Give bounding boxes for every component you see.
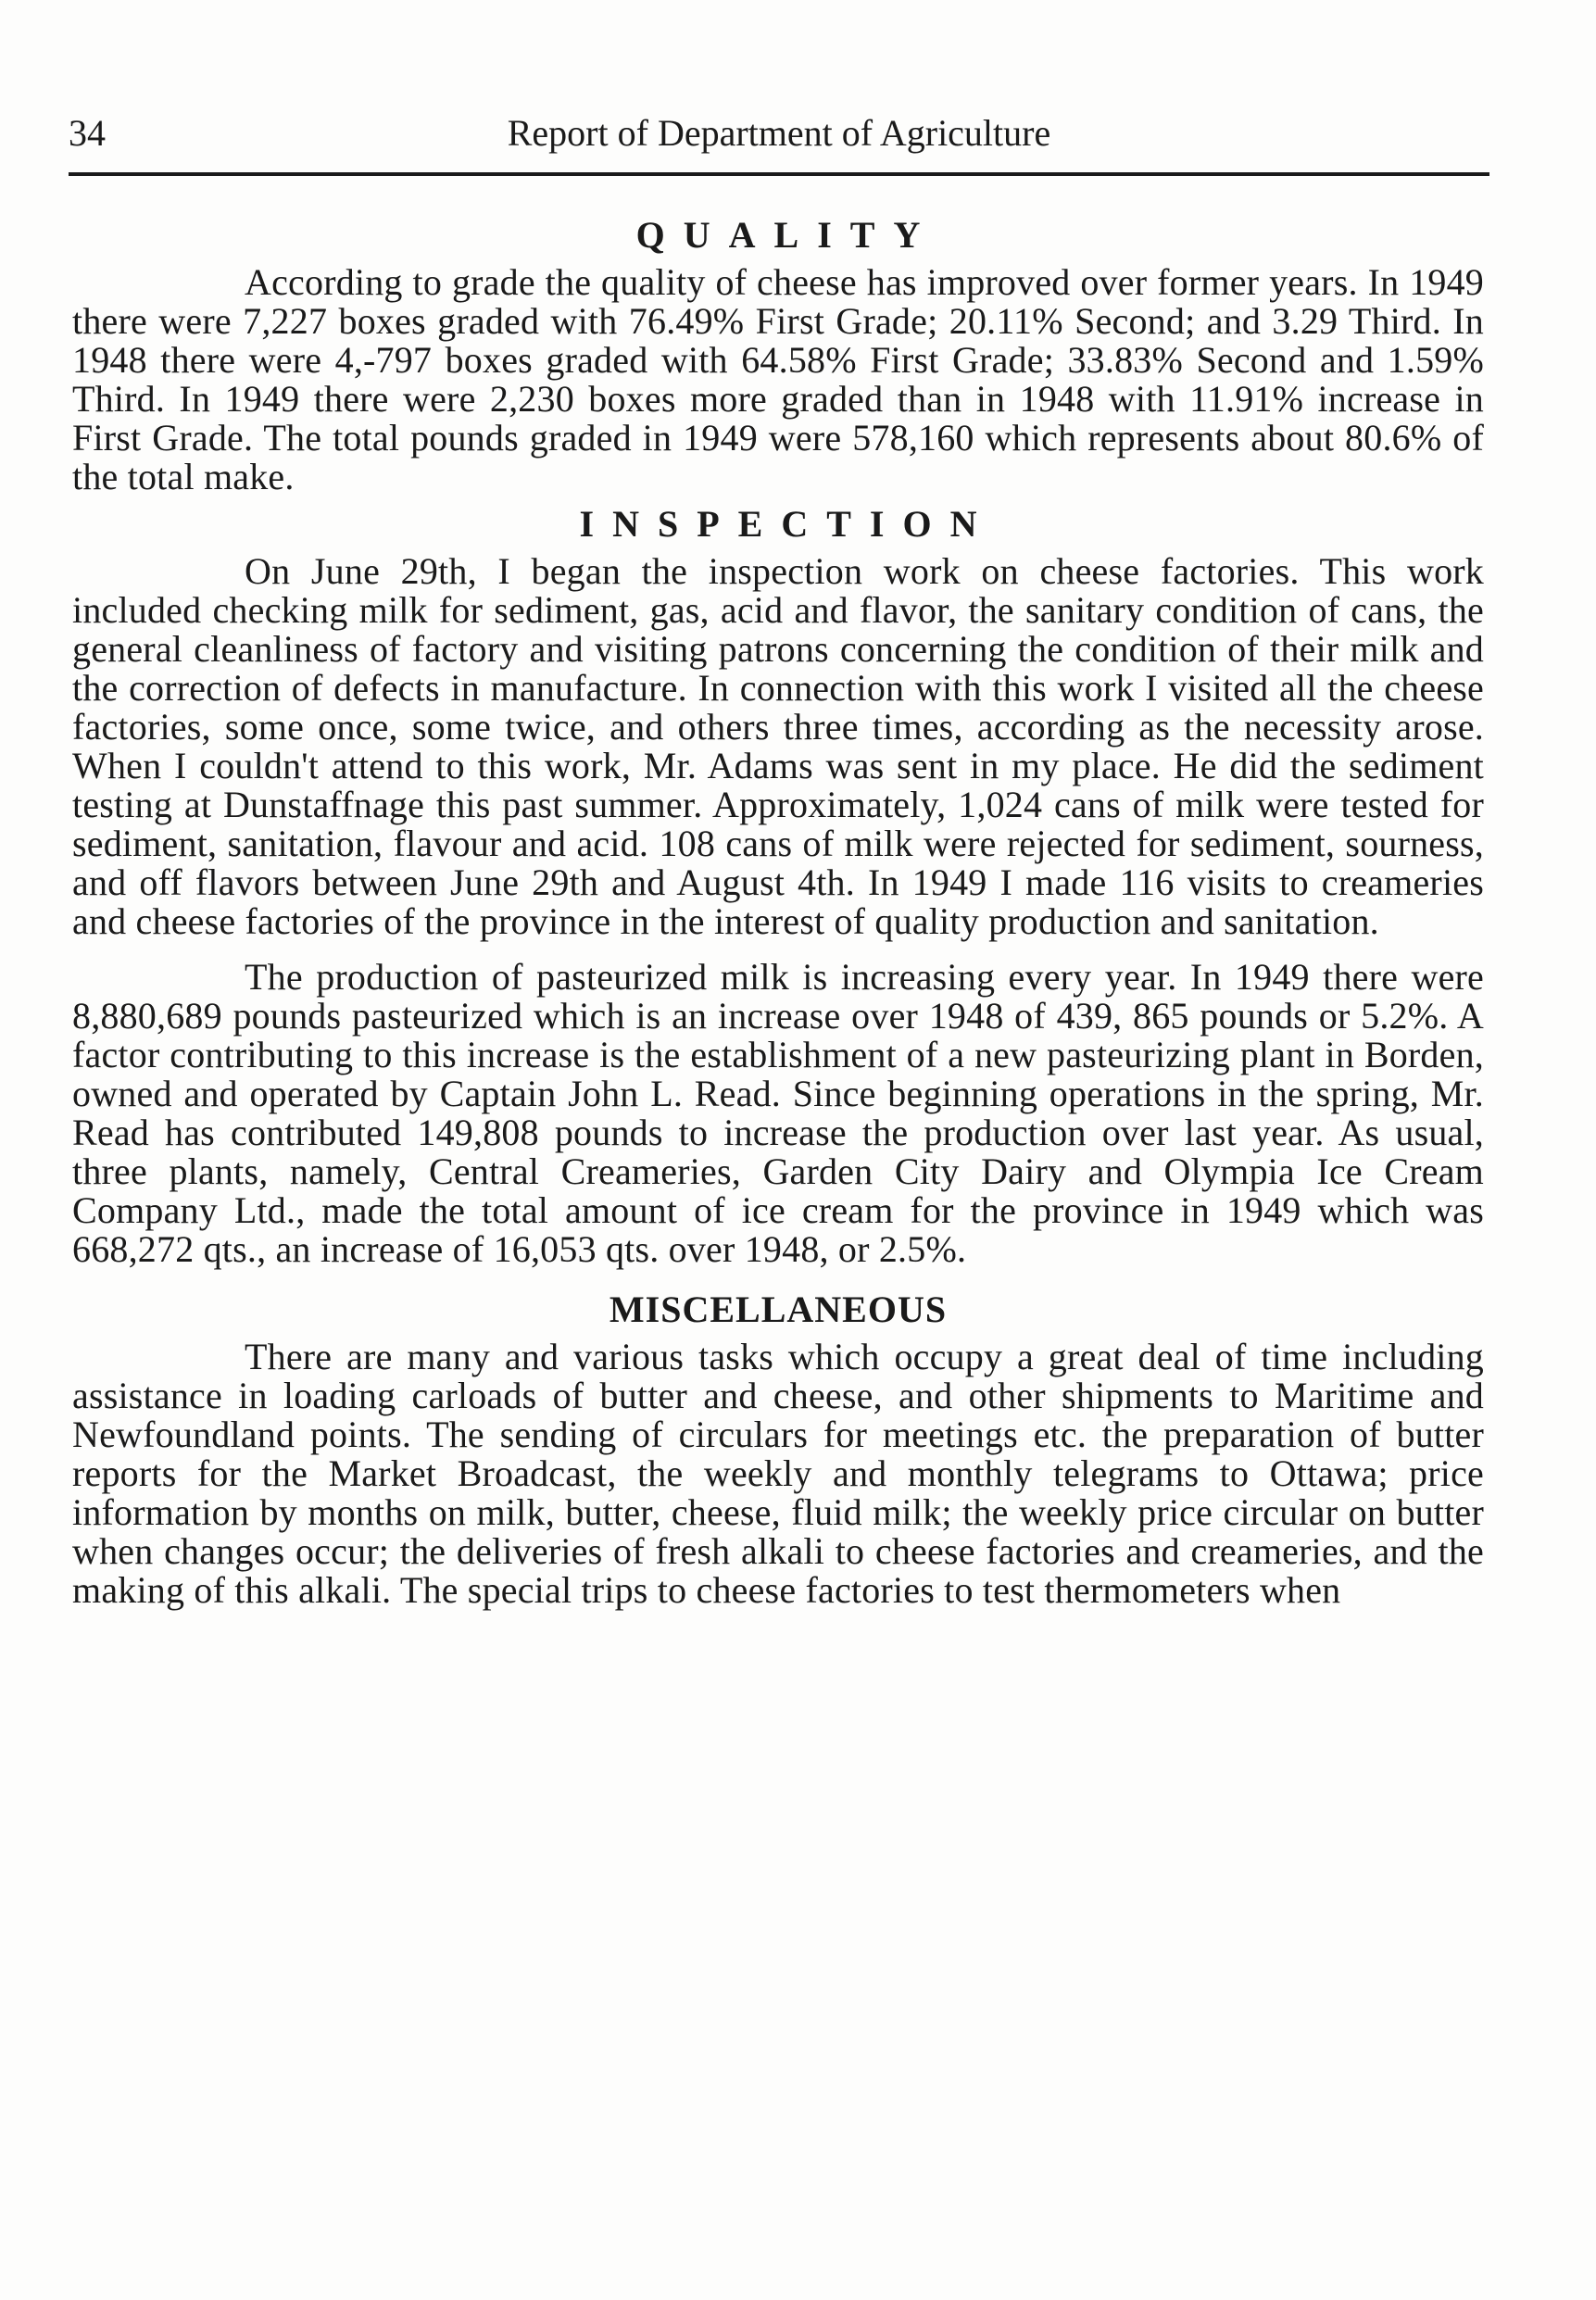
paragraph-inspection-work: On June 29th, I began the inspection work on cheese factories. This work included checking milk for sediment, gas, acid and flavor, the sanitary condition of cans, the general cleanliness of factory and visiting patrons concerning the condition of their milk and the correction of defects in manufacture. In connection with this work I visited all the cheese factories, some once, some twice, and others three times, according as the necessity arose. When I couldn't attend to this work, Mr. Adams was sent in my place. He did the sediment testing at Dunstaffnage this past summer. Approximately, 1,024 cans of milk were tested for sediment, sanitation, flavour and acid. 108 cans of milk were rejected for sediment, sourness, and off flavors between June 29th and August 4th. In 1949 I made 116 visits to creameries and cheese factories of the province in the interest of quality production and sanitation. [72, 550, 1484, 942]
section-heading-quality: QUALITY [635, 214, 939, 256]
running-header [69, 109, 1489, 157]
body-text [72, 211, 1484, 1610]
page-number: 34 [69, 112, 106, 154]
section-heading-miscellaneous: MISCELLANEOUS [609, 1288, 948, 1330]
paragraph-miscellaneous: There are many and various tasks which occupy a great deal of time including assistance in loading carloads of butter and cheese, and other shipments to Maritime and Newfoundland points. The sending of circulars for meetings etc. the preparation of butter reports for the Market Broadcast, the weekly and monthly telegrams to Ottawa; price information by months on milk, butter, cheese, fluid milk; the weekly price circular on butter when changes occur; the deliveries of fresh alkali to cheese factories and creameries, and the making of this alkali. The special trips to cheese factories to test thermometers when [72, 1336, 1484, 1611]
section-heading-inspection: INSPECTION [579, 503, 996, 545]
paragraph-quality: According to grade the quality of cheese has improved over former years. In 1949 there were 7,227 boxes graded with 76.49% First Grade; 20.11% Second; and 3.29 Third. In 1948 there were 4,-797 boxes graded with 64.58% First Grade; 33.83% Second and 1.59% Third. In 1949 there were 2,230 boxes more graded than in 1948 with 11.91% increase in First Grade. The total pounds graded in 1949 were 578,160 which represents about 80.6% of the total make. [72, 261, 1484, 497]
paragraph-pasteurized-milk: The production of pasteurized milk is increasing every year. In 1949 there were 8,880,689 pounds pasteurized which is an increase over 1948 of 439, 865 pounds or 5.2%. A factor contributing to this increase is the establishment of a new pasteurizing plant in Borden, owned and operated by Captain John L. Read. Since beginning operations in the spring, Mr. Read has contributed 149,808 pounds to increase the production over last year. As usual, three plants, namely, Central Creameries, Garden City Dairy and Olympia Ice Cream Company Ltd., made the total amount of ice cream for the province in 1949 which was 668,272 qts., an increase of 16,053 qts. over 1948, or 2.5%. [72, 956, 1484, 1270]
header-rule [69, 172, 1489, 176]
running-title: Report of Department of Agriculture [507, 112, 1051, 154]
